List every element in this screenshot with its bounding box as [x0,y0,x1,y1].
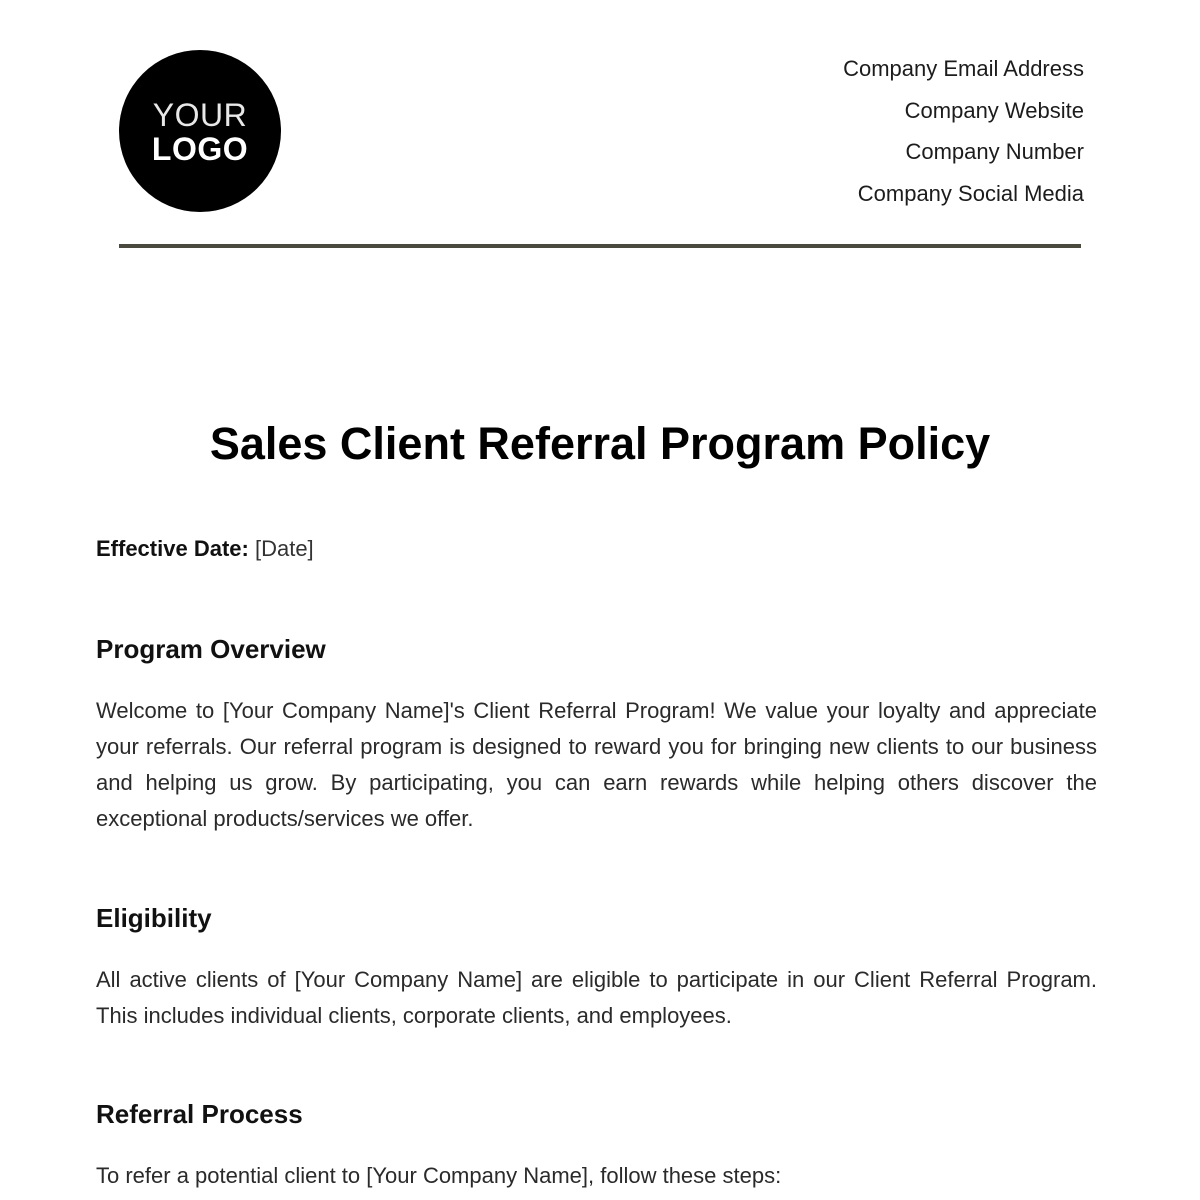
section-program-overview [96,634,1097,665]
company-email: Company Email Address [843,56,1084,81]
header-divider [119,244,1081,248]
effective-date-value: [Date] [254,536,314,561]
section-referral-process [96,1099,1097,1130]
section-heading: Program Overview [96,634,326,664]
document-title: Sales Client Referral Program Policy [209,418,991,469]
company-social-media: Company Social Media [857,180,1084,206]
section-program-overview-body [96,693,1097,837]
section-heading: Eligibility [96,903,212,933]
logo-line-logo: LOGO [151,131,249,167]
company-website: Company Website [904,97,1084,123]
section-heading: Referral Process [96,1099,303,1129]
company-contact-block [843,55,1084,221]
section-body: All active clients of [Your Company Name] are eligible to participate in our Client Referral Program. This includes individual clients, corporate clients, and employees. [96,967,1097,1028]
company-logo [119,50,281,212]
effective-date-label: Effective Date: [96,536,249,561]
section-body: Welcome to [Your Company Name]'s Client Referral Program! We value your loyalty and appreciate your referrals. Our referral program is designed to reward you for bringing new clients to our business and helping us grow. By participating, you can earn rewards while helping others discover the exceptional products/services we offer. [96,698,1097,831]
section-eligibility [96,903,1097,934]
section-referral-process-body [96,1158,1097,1194]
logo-line-your: YOUR [152,97,248,133]
section-body: To refer a potential client to [Your Company Name], follow these steps: [96,1163,782,1188]
effective-date [96,536,1097,562]
section-eligibility-body [96,962,1097,1034]
company-number: Company Number [905,139,1084,164]
